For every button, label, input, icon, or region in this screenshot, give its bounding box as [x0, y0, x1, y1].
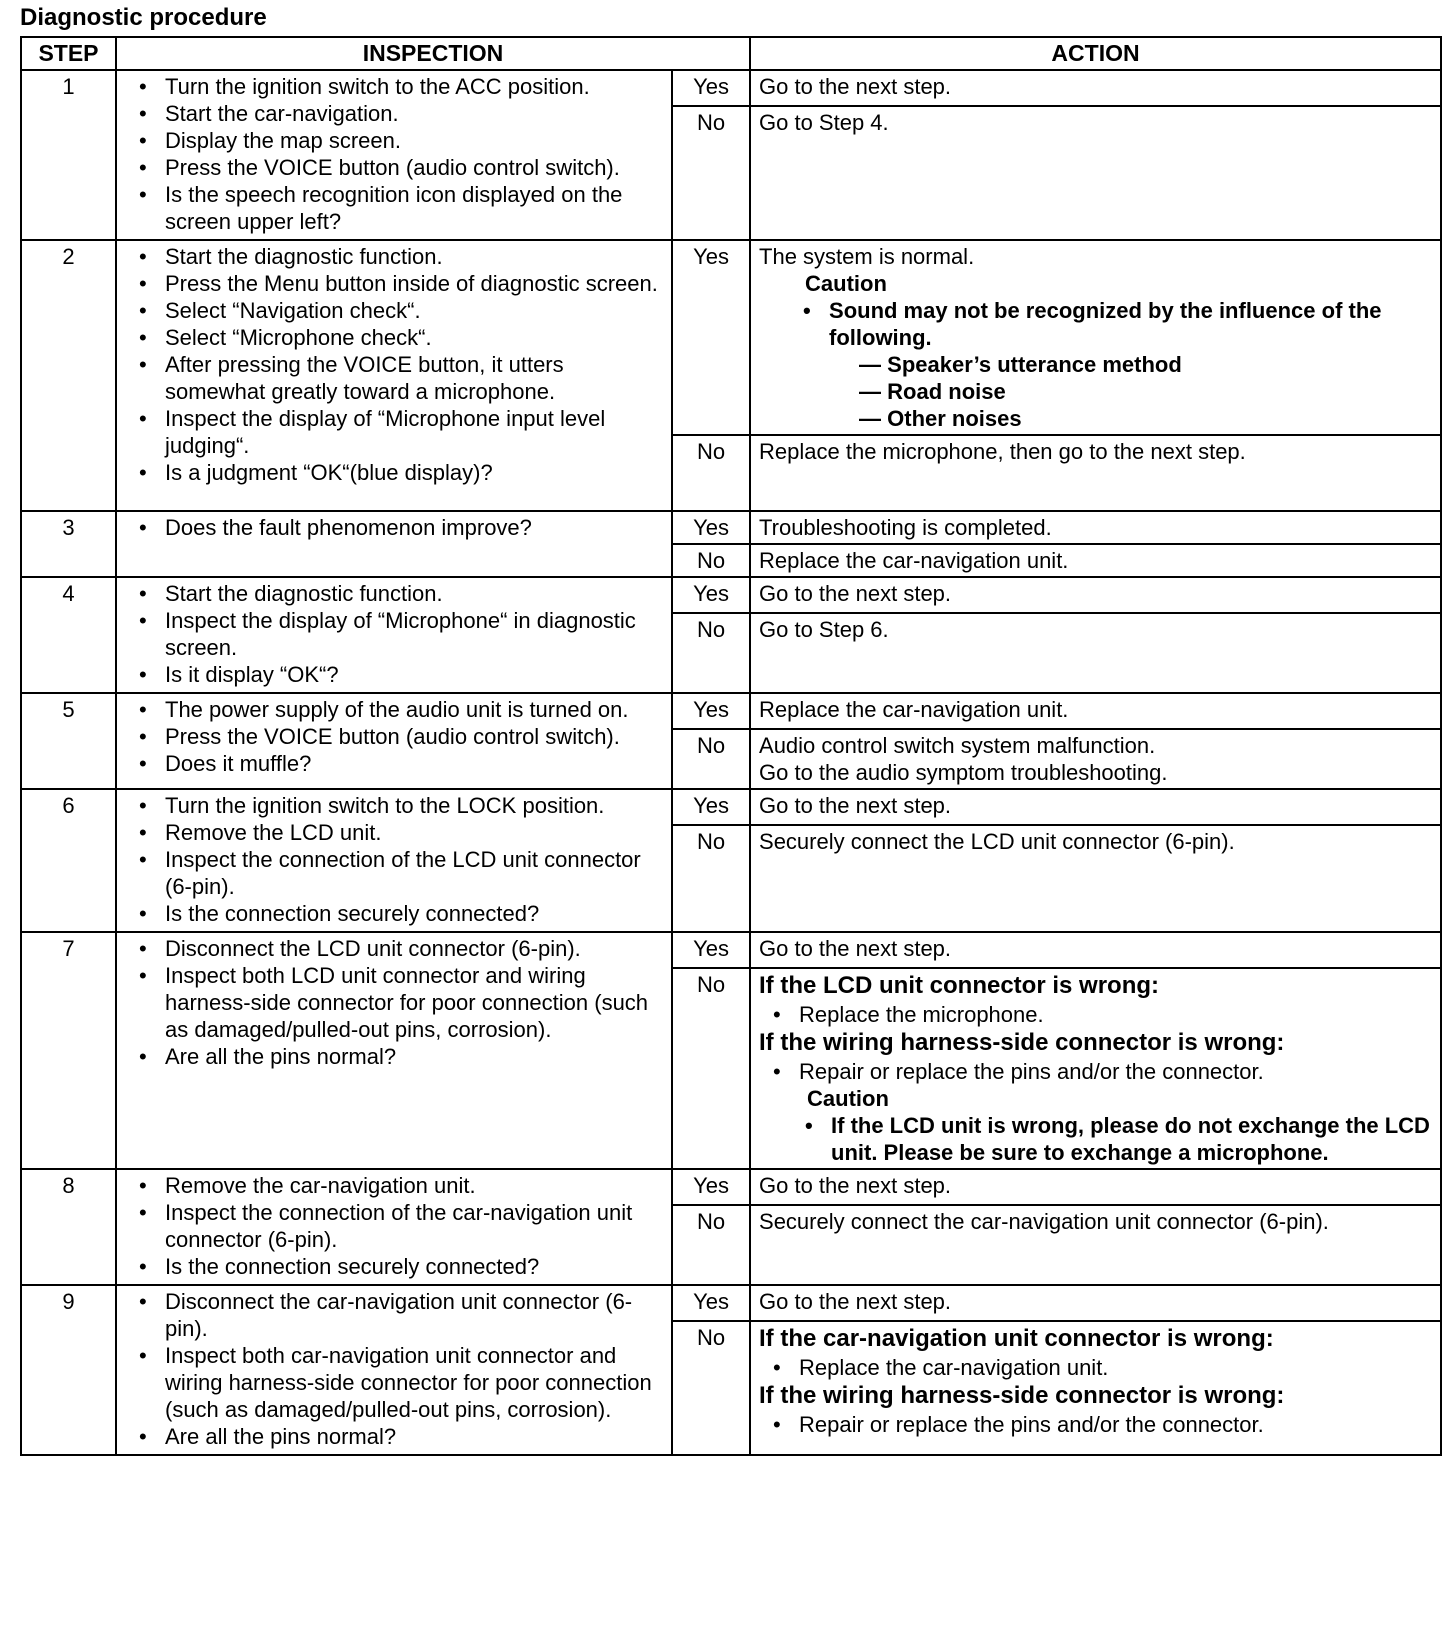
- action-text: Go to the audio symptom troubleshooting.: [759, 760, 1168, 785]
- step-number: 8: [21, 1169, 116, 1285]
- diagnostic-table: [20, 36, 1442, 1456]
- step-number: 4: [21, 577, 116, 693]
- no-action: Go to Step 4.: [750, 106, 1441, 240]
- step-number: 5: [21, 693, 116, 789]
- yes-label: Yes: [672, 789, 750, 825]
- caution-subitem: — Road noise: [859, 379, 1006, 404]
- yes-action: Go to the next step.: [750, 932, 1441, 968]
- table-row: [21, 1169, 1441, 1205]
- condition-heading: If the wiring harness-side connector is wrong:: [759, 1382, 1285, 1409]
- inspection-cell: [116, 693, 672, 789]
- yes-label: Yes: [672, 932, 750, 968]
- yes-label: Yes: [672, 511, 750, 544]
- yes-action: Go to the next step.: [750, 70, 1441, 106]
- yes-action: Replace the car-navigation unit.: [750, 693, 1441, 729]
- table-row: [21, 932, 1441, 968]
- inspection-item: • Inspect the connection of the car-navigation unit connector (6-pin).: [165, 1199, 665, 1253]
- condition-heading: If the car-navigation unit connector is wrong:: [759, 1325, 1274, 1352]
- inspection-cell: [116, 511, 672, 577]
- no-label: No: [672, 729, 750, 789]
- no-label: No: [672, 1321, 750, 1455]
- no-action: Securely connect the LCD unit connector (6-pin).: [750, 825, 1441, 932]
- inspection-item: • Is it display “OK“?: [165, 661, 665, 688]
- inspection-item: • Inspect the display of “Microphone“ in diagnostic screen.: [165, 607, 665, 661]
- inspection-item: • Inspect both car-navigation unit connector and wiring harness-side connector for poor connection (such as damaged/pulled-out pins, corrosion).: [165, 1342, 665, 1423]
- inspection-item: • Is the connection securely connected?: [165, 900, 665, 927]
- inspection-item: • Select “Microphone check“.: [165, 324, 665, 351]
- no-action: Replace the microphone, then go to the next step.: [750, 435, 1441, 511]
- inspection-item: • Inspect the connection of the LCD unit connector (6-pin).: [165, 846, 665, 900]
- yes-label: Yes: [672, 240, 750, 435]
- yes-label: Yes: [672, 577, 750, 613]
- inspection-item: • Is the speech recognition icon displayed on the screen upper left?: [165, 181, 665, 235]
- condition-heading: If the LCD unit connector is wrong:: [759, 972, 1159, 999]
- table-row: [21, 577, 1441, 613]
- header-action: ACTION: [750, 37, 1441, 70]
- inspection-item: • Press the Menu button inside of diagnostic screen.: [165, 270, 665, 297]
- inspection-item: • Start the diagnostic function.: [165, 243, 665, 270]
- step-number: 7: [21, 932, 116, 1169]
- header-inspection: INSPECTION: [116, 37, 750, 70]
- table-row: [21, 1285, 1441, 1321]
- no-action: [750, 968, 1441, 1169]
- inspection-cell: [116, 577, 672, 693]
- inspection-item: • Display the map screen.: [165, 127, 665, 154]
- page-title: Diagnostic procedure: [20, 4, 267, 31]
- table-row: [21, 70, 1441, 106]
- caution-text: • If the LCD unit is wrong, please do not exchange the LCD unit. Please be sure to exchange a microphone.: [831, 1112, 1432, 1166]
- no-label: No: [672, 544, 750, 577]
- no-label: No: [672, 613, 750, 693]
- inspection-item: • Remove the LCD unit.: [165, 819, 665, 846]
- yes-action: Go to the next step.: [750, 577, 1441, 613]
- caution-text: • Sound may not be recognized by the influence of the following.: [829, 297, 1432, 351]
- no-label: No: [672, 968, 750, 1169]
- yes-action: [750, 240, 1441, 435]
- inspection-cell: [116, 932, 672, 1169]
- condition-item: • Replace the microphone.: [799, 1001, 1432, 1028]
- inspection-item: • Select “Navigation check“.: [165, 297, 665, 324]
- inspection-item: • Disconnect the car-navigation unit connector (6-pin).: [165, 1288, 665, 1342]
- step-number: 6: [21, 789, 116, 932]
- inspection-item: • Press the VOICE button (audio control switch).: [165, 723, 665, 750]
- step-number: 2: [21, 240, 116, 511]
- no-action: Replace the car-navigation unit.: [750, 544, 1441, 577]
- inspection-cell: [116, 1169, 672, 1285]
- inspection-item: • Start the car-navigation.: [165, 100, 665, 127]
- inspection-item: • Is the connection securely connected?: [165, 1253, 665, 1280]
- inspection-item: • Start the diagnostic function.: [165, 580, 665, 607]
- inspection-item: • Remove the car-navigation unit.: [165, 1172, 665, 1199]
- inspection-item: • Are all the pins normal?: [165, 1043, 665, 1070]
- table-row: [21, 789, 1441, 825]
- no-action: [750, 1321, 1441, 1455]
- yes-action: Go to the next step.: [750, 789, 1441, 825]
- inspection-cell: [116, 240, 672, 511]
- yes-action: Go to the next step.: [750, 1285, 1441, 1321]
- inspection-item: • Is a judgment “OK“(blue display)?: [165, 459, 665, 486]
- caution-label: Caution: [805, 271, 887, 296]
- yes-label: Yes: [672, 70, 750, 106]
- inspection-cell: [116, 789, 672, 932]
- inspection-cell: [116, 1285, 672, 1455]
- condition-item: • Replace the car-navigation unit.: [799, 1354, 1432, 1381]
- action-text: The system is normal.: [759, 244, 975, 269]
- no-label: No: [672, 106, 750, 240]
- no-label: No: [672, 1205, 750, 1285]
- step-number: 9: [21, 1285, 116, 1455]
- inspection-item: • Inspect the display of “Microphone input level judging“.: [165, 405, 665, 459]
- inspection-item: • Disconnect the LCD unit connector (6-pin).: [165, 935, 665, 962]
- yes-action: Go to the next step.: [750, 1169, 1441, 1205]
- step-number: 1: [21, 70, 116, 240]
- caution-subitem: — Speaker’s utterance method: [859, 352, 1182, 377]
- condition-item: • Repair or replace the pins and/or the connector.: [799, 1058, 1432, 1085]
- inspection-item: • The power supply of the audio unit is turned on.: [165, 696, 665, 723]
- condition-heading: If the wiring harness-side connector is wrong:: [759, 1029, 1285, 1056]
- inspection-cell: [116, 70, 672, 240]
- step-number: 3: [21, 511, 116, 577]
- yes-label: Yes: [672, 1169, 750, 1205]
- inspection-item: • Turn the ignition switch to the ACC position.: [165, 73, 665, 100]
- yes-label: Yes: [672, 1285, 750, 1321]
- inspection-item: • After pressing the VOICE button, it utters somewhat greatly toward a microphone.: [165, 351, 665, 405]
- no-label: No: [672, 435, 750, 511]
- no-action: [750, 729, 1441, 789]
- caution-subitem: — Other noises: [859, 406, 1022, 431]
- inspection-item: • Does the fault phenomenon improve?: [165, 514, 665, 541]
- no-action: Securely connect the car-navigation unit connector (6-pin).: [750, 1205, 1441, 1285]
- table-row: [21, 511, 1441, 544]
- action-text: Audio control switch system malfunction.: [759, 733, 1156, 758]
- yes-label: Yes: [672, 693, 750, 729]
- inspection-item: • Inspect both LCD unit connector and wiring harness-side connector for poor connection (such as damaged/pulled-out pins, corrosion).: [165, 962, 665, 1043]
- caution-label: Caution: [807, 1086, 889, 1111]
- yes-action: Troubleshooting is completed.: [750, 511, 1441, 544]
- inspection-item: • Turn the ignition switch to the LOCK position.: [165, 792, 665, 819]
- header-step: STEP: [21, 37, 116, 70]
- table-row: [21, 240, 1441, 435]
- inspection-item: • Are all the pins normal?: [165, 1423, 665, 1450]
- condition-item: • Repair or replace the pins and/or the connector.: [799, 1411, 1432, 1438]
- no-label: No: [672, 825, 750, 932]
- inspection-item: • Press the VOICE button (audio control switch).: [165, 154, 665, 181]
- no-action: Go to Step 6.: [750, 613, 1441, 693]
- inspection-item: • Does it muffle?: [165, 750, 665, 777]
- table-row: [21, 693, 1441, 729]
- header-row: [21, 37, 1441, 70]
